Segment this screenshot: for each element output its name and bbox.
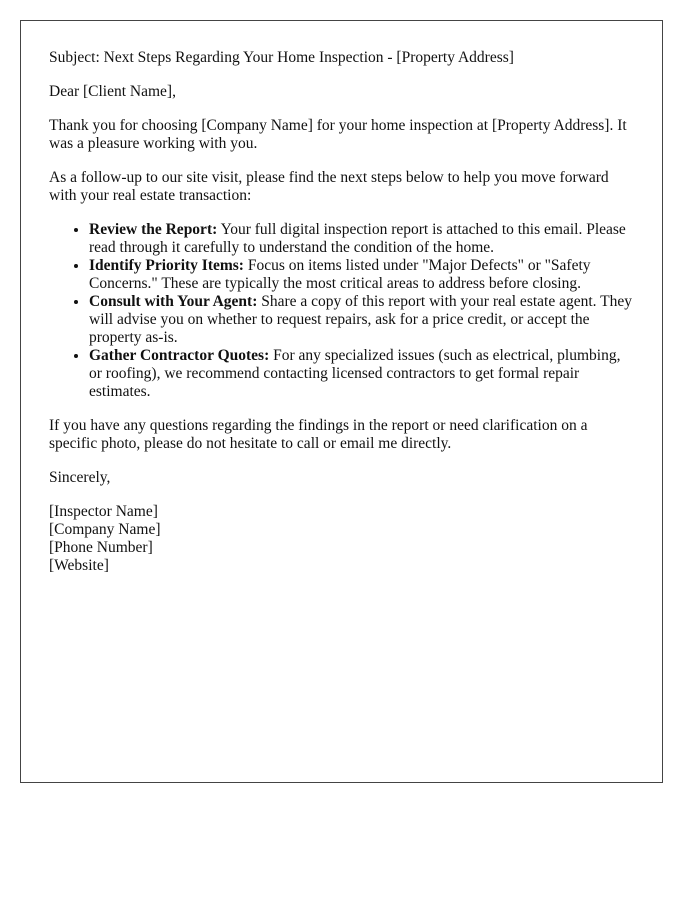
company-name: [Company Name] xyxy=(49,521,161,538)
followup-paragraph: As a follow-up to our site visit, please find the next steps below to help you move forward with your real estate transaction: xyxy=(49,169,609,204)
step-title: Identify Priority Items: xyxy=(89,257,244,274)
website: [Website] xyxy=(49,557,109,574)
signature-block xyxy=(49,503,634,575)
next-steps-list xyxy=(49,221,634,401)
step-title: Gather Contractor Quotes: xyxy=(89,347,270,364)
step-title: Review the Report: xyxy=(89,221,218,238)
closing-paragraph: If you have any questions regarding the findings in the report or need clarification on a specific photo, please do not hesitate to call or email me directly. xyxy=(49,417,588,452)
phone-number: [Phone Number] xyxy=(49,539,153,556)
step-text: Focus on items listed under "Major Defects" or "Safety Concerns." These are typically the most critical areas to address before closing. xyxy=(89,257,591,292)
step-text: For any specialized issues (such as electrical, plumbing, or roofing), we recommend contacting licensed contractors to get formal repair estimates. xyxy=(89,347,621,400)
signoff: Sincerely, xyxy=(49,469,111,486)
list-item xyxy=(89,221,634,257)
list-item xyxy=(89,293,634,347)
inspector-name: [Inspector Name] xyxy=(49,503,158,520)
intro-paragraph: Thank you for choosing [Company Name] for your home inspection at [Property Address]. It was a pleasure working with you. xyxy=(49,117,627,152)
step-text: Your full digital inspection report is attached to this email. Please read through it carefully to understand the condition of the home. xyxy=(89,221,626,256)
subject-line: Subject: Next Steps Regarding Your Home Inspection - [Property Address] xyxy=(49,49,514,66)
step-text: Share a copy of this report with your real estate agent. They will advise you on whether to request repairs, ask for a price credit, or accept the property as-is. xyxy=(89,293,632,346)
letter-page xyxy=(20,20,663,783)
list-item xyxy=(89,257,634,293)
greeting: Dear [Client Name], xyxy=(49,83,176,100)
step-title: Consult with Your Agent: xyxy=(89,293,258,310)
list-item xyxy=(89,347,634,401)
